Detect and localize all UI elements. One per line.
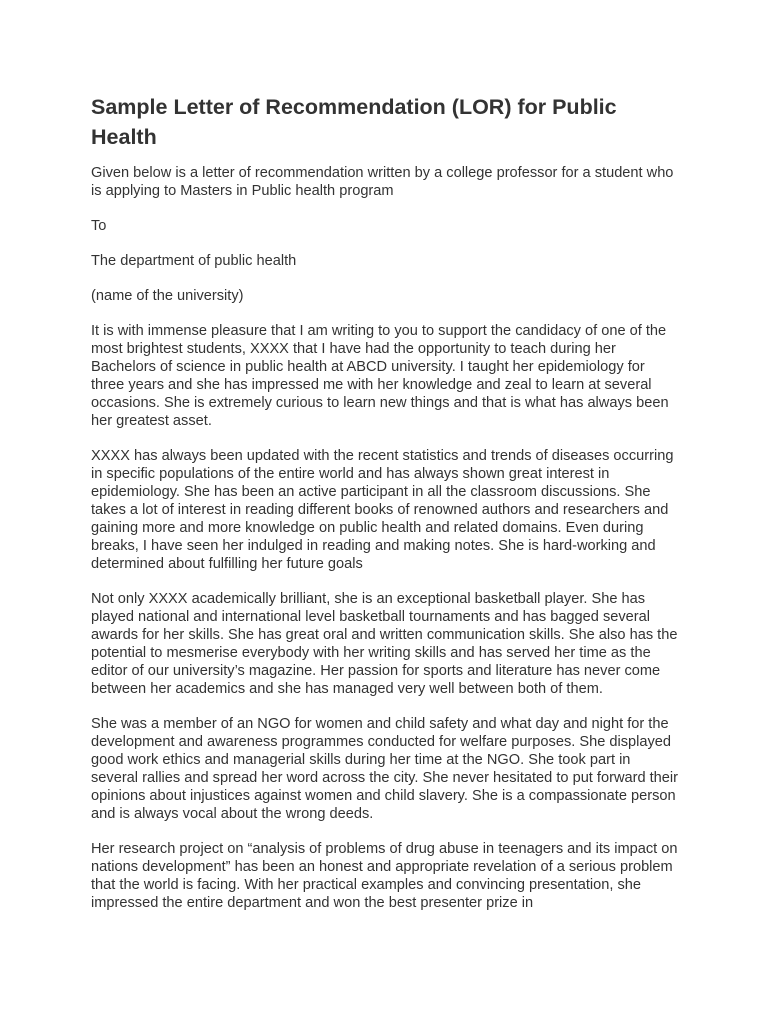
body-paragraph: It is with immense pleasure that I am writing to you to support the candidacy of one of the most brightest students, XXXX that I have had the opportunity to teach during her Bachelors of science in public health at ABCD university. I taught her epidemiology for three years and she has impressed me with her knowledge and zeal to learn at several occasions. She is extremely curious to learn new things and that is what has always been her greatest asset. (91, 323, 669, 429)
recipient-university: (name of the university) (91, 288, 244, 304)
body-paragraph: XXXX has always been updated with the recent statistics and trends of diseases occurring in specific populations of the entire world and has always shown great interest in epidemiology. She has been an active participant in all the classroom discussions. She takes a lot of interest in reading different books of renowned authors and researchers and gaining more and more knowledge on public health and related domains. Even during breaks, I have seen her indulged in reading and making notes. She is hard-working and determined about fulfilling her future goals (91, 448, 674, 572)
body-paragraph: Her research project on “analysis of problems of drug abuse in teenagers and its impact on nations development” has been an honest and appropriate revelation of a serious problem that the world is facing. With her practical examples and convincing presentation, she impressed the entire department and won the best presenter prize in (91, 841, 678, 911)
salutation-to: To (91, 218, 107, 234)
body-paragraph: Not only XXXX academically brilliant, she is an exceptional basketball player. She has played national and international level basketball tournaments and has bagged several awards for her skills. She has great oral and written communication skills. She also has the potential to mesmerise everybody with her writing skills and has served her time as the editor of our university’s magazine. Her passion for sports and literature has never come between her academics and she has managed very well between both of them. (91, 591, 678, 697)
body-paragraph: She was a member of an NGO for women and child safety and what day and night for the development and awareness programmes conducted for welfare purposes. She displayed good work ethics and managerial skills during her time at the NGO. She took part in several rallies and spread her word across the city. She never hesitated to put forward their opinions about injustices against women and child slavery. She is a compassionate person and is always vocal about the wrong deeds. (91, 716, 679, 822)
document-title: Sample Letter of Recommendation (LOR) for Public Health (91, 95, 617, 149)
recipient-department: The department of public health (91, 253, 297, 269)
document-page (91, 92, 681, 929)
intro-paragraph: Given below is a letter of recommendation written by a college professor for a student who is applying to Masters in Public health program (91, 165, 674, 199)
